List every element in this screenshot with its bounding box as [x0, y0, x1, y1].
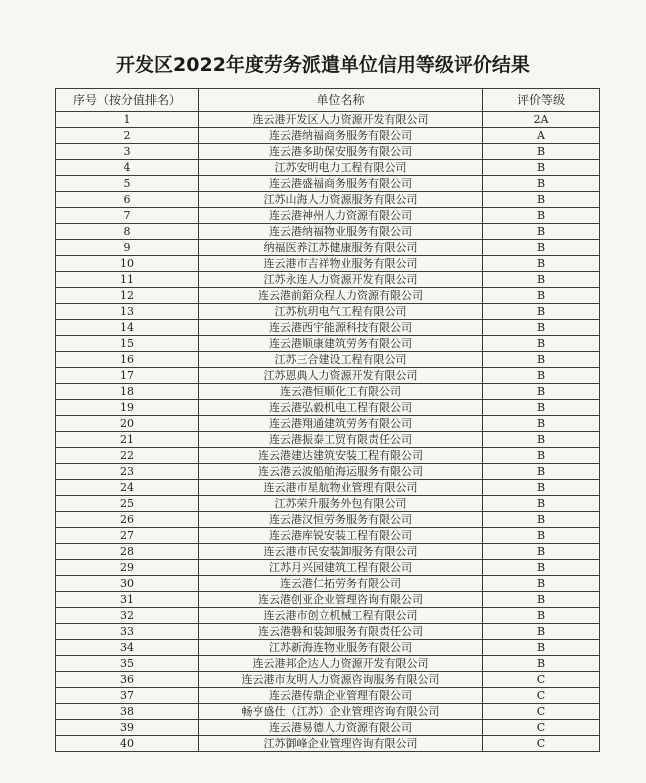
row-rank: 30 — [56, 576, 199, 592]
row-grade: B — [483, 256, 600, 272]
row-grade: B — [483, 480, 600, 496]
table-row — [56, 448, 600, 464]
table-row — [56, 224, 600, 240]
row-rank: 29 — [56, 560, 199, 576]
table-row — [56, 128, 600, 144]
document-title: 开发区2022年度劳务派遣单位信用等级评价结果 — [116, 54, 530, 76]
row-rank: 2 — [56, 128, 199, 144]
row-company-name: 连云港顺康建筑劳务有限公司 — [199, 336, 483, 352]
row-company-name: 江苏恩典人力资源开发有限公司 — [199, 368, 483, 384]
rating-table — [55, 88, 600, 752]
table-row — [56, 320, 600, 336]
row-grade: 2A — [483, 112, 600, 128]
table-row — [56, 336, 600, 352]
row-grade: B — [483, 640, 600, 656]
row-rank: 7 — [56, 208, 199, 224]
table-row — [56, 544, 600, 560]
row-company-name: 连云港恒顺化工有限公司 — [199, 384, 483, 400]
row-rank: 34 — [56, 640, 199, 656]
table-row — [56, 480, 600, 496]
row-rank: 38 — [56, 704, 199, 720]
row-company-name: 连云港多助保安服务有限公司 — [199, 144, 483, 160]
table-row — [56, 608, 600, 624]
table-row — [56, 208, 600, 224]
row-company-name: 连云港建达建筑安装工程有限公司 — [199, 448, 483, 464]
table-row — [56, 192, 600, 208]
table-row — [56, 592, 600, 608]
row-company-name: 纳福医养江苏健康服务有限公司 — [199, 240, 483, 256]
row-company-name: 连云港市创立机械工程有限公司 — [199, 608, 483, 624]
table-row — [56, 240, 600, 256]
row-grade: B — [483, 240, 600, 256]
row-grade: B — [483, 368, 600, 384]
row-company-name: 连云港云波船舶海运服务有限公司 — [199, 464, 483, 480]
row-grade: B — [483, 496, 600, 512]
row-company-name: 江苏三合建设工程有限公司 — [199, 352, 483, 368]
table-row — [56, 288, 600, 304]
row-company-name: 连云港市星航物业管理有限公司 — [199, 480, 483, 496]
row-company-name: 连云港市友明人力资源咨询服务有限公司 — [199, 672, 483, 688]
row-company-name: 连云港盛福商务服务有限公司 — [199, 176, 483, 192]
row-grade: B — [483, 208, 600, 224]
table-row — [56, 624, 600, 640]
row-rank: 19 — [56, 400, 199, 416]
row-rank: 33 — [56, 624, 199, 640]
row-grade: C — [483, 736, 600, 752]
table-row — [56, 384, 600, 400]
row-rank: 27 — [56, 528, 199, 544]
row-company-name: 江苏安明电力工程有限公司 — [199, 160, 483, 176]
row-rank: 25 — [56, 496, 199, 512]
row-rank: 13 — [56, 304, 199, 320]
row-rank: 39 — [56, 720, 199, 736]
row-grade: B — [483, 224, 600, 240]
row-rank: 21 — [56, 432, 199, 448]
row-grade: B — [483, 144, 600, 160]
table-row — [56, 352, 600, 368]
table-row — [56, 512, 600, 528]
table-row — [56, 560, 600, 576]
table-row — [56, 432, 600, 448]
row-company-name: 连云港纳福物业服务有限公司 — [199, 224, 483, 240]
row-grade: A — [483, 128, 600, 144]
row-grade: B — [483, 352, 600, 368]
row-grade: B — [483, 560, 600, 576]
row-company-name: 连云港翔通建筑劳务有限公司 — [199, 416, 483, 432]
row-grade: B — [483, 384, 600, 400]
row-grade: B — [483, 544, 600, 560]
row-grade: C — [483, 688, 600, 704]
table-row — [56, 576, 600, 592]
row-company-name: 连云港振泰工贸有限责任公司 — [199, 432, 483, 448]
table-row — [56, 464, 600, 480]
row-rank: 16 — [56, 352, 199, 368]
row-company-name: 连云港市民安装卸服务有限公司 — [199, 544, 483, 560]
row-company-name: 连云港开发区人力资源开发有限公司 — [199, 112, 483, 128]
header-grade: 评价等级 — [483, 89, 600, 112]
row-grade: B — [483, 160, 600, 176]
row-company-name: 连云港磐和装卸服务有限责任公司 — [199, 624, 483, 640]
row-rank: 17 — [56, 368, 199, 384]
table-row — [56, 528, 600, 544]
row-grade: B — [483, 576, 600, 592]
table-row — [56, 656, 600, 672]
row-rank: 24 — [56, 480, 199, 496]
row-grade: B — [483, 512, 600, 528]
header-row — [56, 89, 600, 112]
row-company-name: 连云港仁拓劳务有限公司 — [199, 576, 483, 592]
row-rank: 35 — [56, 656, 199, 672]
row-company-name: 连云港创亚企业管理咨询有限公司 — [199, 592, 483, 608]
row-grade: B — [483, 464, 600, 480]
table-row — [56, 304, 600, 320]
row-rank: 22 — [56, 448, 199, 464]
row-rank: 15 — [56, 336, 199, 352]
row-rank: 28 — [56, 544, 199, 560]
row-company-name: 连云港库锐安装工程有限公司 — [199, 528, 483, 544]
row-grade: B — [483, 400, 600, 416]
row-rank: 4 — [56, 160, 199, 176]
row-grade: C — [483, 720, 600, 736]
table-row — [56, 400, 600, 416]
row-company-name: 江苏御峰企业管理咨询有限公司 — [199, 736, 483, 752]
row-rank: 1 — [56, 112, 199, 128]
row-company-name: 连云港神州人力资源有限公司 — [199, 208, 483, 224]
table-row — [56, 112, 600, 128]
row-grade: B — [483, 528, 600, 544]
table-row — [56, 144, 600, 160]
row-rank: 5 — [56, 176, 199, 192]
table-row — [56, 256, 600, 272]
row-company-name: 连云港西宇能源科技有限公司 — [199, 320, 483, 336]
row-company-name: 江苏山海人力资源服务有限公司 — [199, 192, 483, 208]
row-rank: 10 — [56, 256, 199, 272]
row-grade: B — [483, 448, 600, 464]
row-rank: 12 — [56, 288, 199, 304]
row-grade: B — [483, 432, 600, 448]
row-rank: 18 — [56, 384, 199, 400]
table-row — [56, 272, 600, 288]
row-company-name: 连云港市吉祥物业服务有限公司 — [199, 256, 483, 272]
table-row — [56, 160, 600, 176]
row-company-name: 江苏月兴园建筑工程有限公司 — [199, 560, 483, 576]
row-rank: 32 — [56, 608, 199, 624]
row-grade: B — [483, 656, 600, 672]
row-rank: 11 — [56, 272, 199, 288]
row-company-name: 江苏永连人力资源开发有限公司 — [199, 272, 483, 288]
header-rank: 序号（按分值排名） — [56, 89, 199, 112]
header-company-name: 单位名称 — [199, 89, 483, 112]
table-row — [56, 736, 600, 752]
row-company-name: 江苏杭玥电气工程有限公司 — [199, 304, 483, 320]
row-company-name: 畅亨盛仕（江苏）企业管理咨询有限公司 — [199, 704, 483, 720]
row-company-name: 连云港汉恒劳务服务有限公司 — [199, 512, 483, 528]
row-rank: 14 — [56, 320, 199, 336]
row-company-name: 连云港邦企达人力资源开发有限公司 — [199, 656, 483, 672]
table-row — [56, 368, 600, 384]
row-grade: B — [483, 272, 600, 288]
row-grade: B — [483, 336, 600, 352]
table-row — [56, 176, 600, 192]
row-grade: B — [483, 320, 600, 336]
table-row — [56, 640, 600, 656]
row-rank: 36 — [56, 672, 199, 688]
row-grade: B — [483, 592, 600, 608]
row-company-name: 连云港易德人力资源有限公司 — [199, 720, 483, 736]
row-grade: B — [483, 624, 600, 640]
table-row — [56, 720, 600, 736]
table-body — [56, 112, 600, 752]
row-grade: B — [483, 304, 600, 320]
row-rank: 9 — [56, 240, 199, 256]
row-rank: 26 — [56, 512, 199, 528]
row-rank: 20 — [56, 416, 199, 432]
row-company-name: 连云港纳福商务服务有限公司 — [199, 128, 483, 144]
row-grade: B — [483, 176, 600, 192]
row-grade: B — [483, 288, 600, 304]
row-grade: B — [483, 416, 600, 432]
table-row — [56, 416, 600, 432]
table-row — [56, 688, 600, 704]
row-grade: B — [483, 608, 600, 624]
row-company-name: 连云港前銆众程人力资源有限公司 — [199, 288, 483, 304]
row-rank: 37 — [56, 688, 199, 704]
row-company-name: 连云港弘毅机电工程有限公司 — [199, 400, 483, 416]
row-company-name: 江苏新海连物业服务有限公司 — [199, 640, 483, 656]
table-row — [56, 704, 600, 720]
row-rank: 3 — [56, 144, 199, 160]
row-rank: 6 — [56, 192, 199, 208]
row-company-name: 江苏荣升服务外包有限公司 — [199, 496, 483, 512]
row-rank: 40 — [56, 736, 199, 752]
row-company-name: 连云港传鼎企业管理有限公司 — [199, 688, 483, 704]
table-header — [56, 89, 600, 112]
row-grade: B — [483, 192, 600, 208]
table-row — [56, 672, 600, 688]
table-row — [56, 496, 600, 512]
row-grade: C — [483, 704, 600, 720]
row-rank: 8 — [56, 224, 199, 240]
row-rank: 31 — [56, 592, 199, 608]
row-grade: C — [483, 672, 600, 688]
row-rank: 23 — [56, 464, 199, 480]
